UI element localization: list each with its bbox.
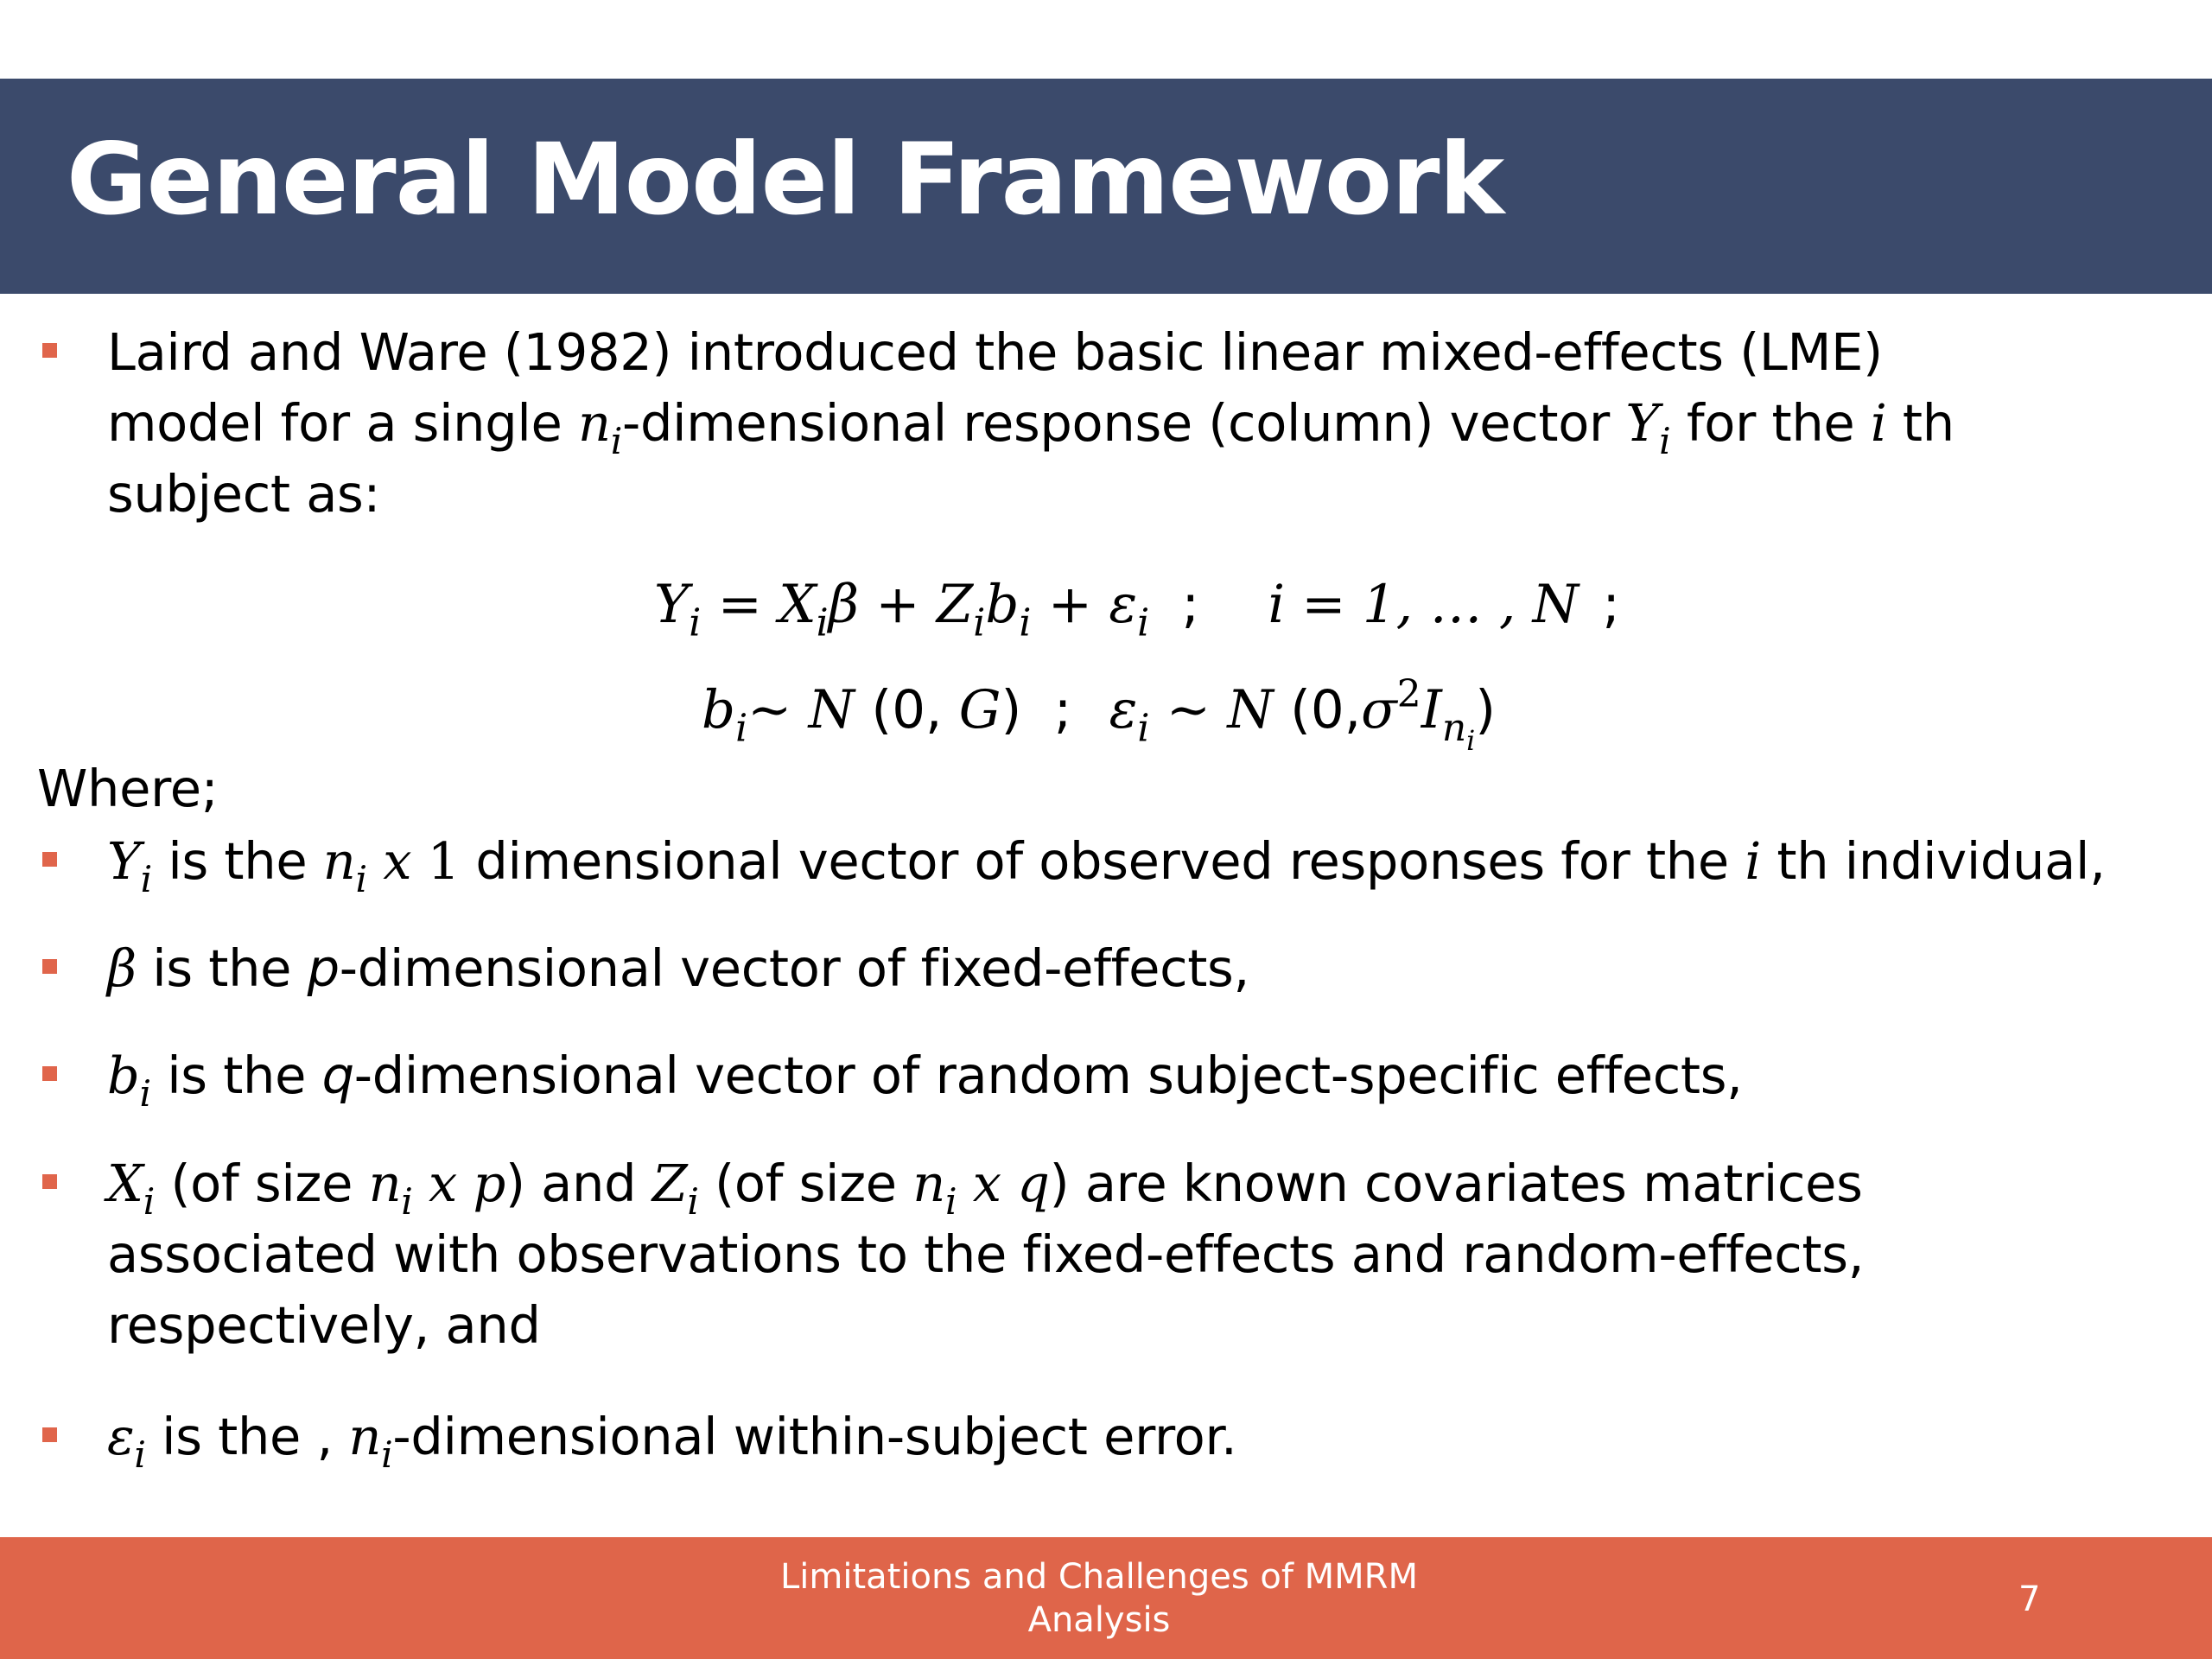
bullet-marker (42, 959, 57, 974)
slide-title: General Model Framework (67, 122, 1504, 237)
bullet-marker (42, 852, 57, 867)
bullet-beta: β is the p-dimensional vector of fixed-effects, (107, 938, 1249, 998)
intro-line-1: Laird and Ware (1982) introduced the basic linear mixed-effects (LME) (107, 322, 1883, 382)
bullet-marker (42, 1066, 57, 1081)
bullet-Yi: $Y_i$ is the $n_i$ x 1 dimensional vector of observed responses for the i th individual, (107, 831, 2106, 901)
bullet-marker (42, 1427, 57, 1442)
intro-line-3: subject as: (107, 464, 381, 524)
page-number: 7 (2018, 1580, 2041, 1619)
bullet-Xi-Zi-line-3: respectively, and (107, 1295, 541, 1355)
bullet-bi: $b_i$ is the q-dimensional vector of random subject-specific effects, (107, 1046, 1743, 1116)
bullet-epsilon: $\varepsilon_i$ is the , $n_i$-dimensional within-subject error. (107, 1407, 1237, 1477)
bullet-marker (42, 1174, 57, 1189)
bullet-marker (42, 343, 57, 358)
intro-line-2: model for a single $n_i$-dimensional response (column) vector $Y_i$ for the i th (107, 393, 1955, 463)
where-label: Where; (37, 759, 219, 818)
bullet-Xi-Zi: $X_i$ (of size $n_i$ x p) and $Z_i$ (of size $n_i$ x q) are known covariates matrices (107, 1154, 1863, 1224)
bullet-Xi-Zi-line-2: associated with observations to the fixed-effects and random-effects, (107, 1224, 1865, 1284)
model-equation: $Y_i = X_i\beta + Z_ib_i + \varepsilon_i$ ; i = 1, … , N ; (654, 574, 1620, 645)
distribution-equation: $b_i\sim$ N (0, G) ; $\varepsilon_i$ ~ N $(0,\sigma^2I_{n_i})$ (702, 671, 1497, 758)
footer-text: Limitations and Challenges of MMRM Analysis (780, 1557, 1418, 1640)
